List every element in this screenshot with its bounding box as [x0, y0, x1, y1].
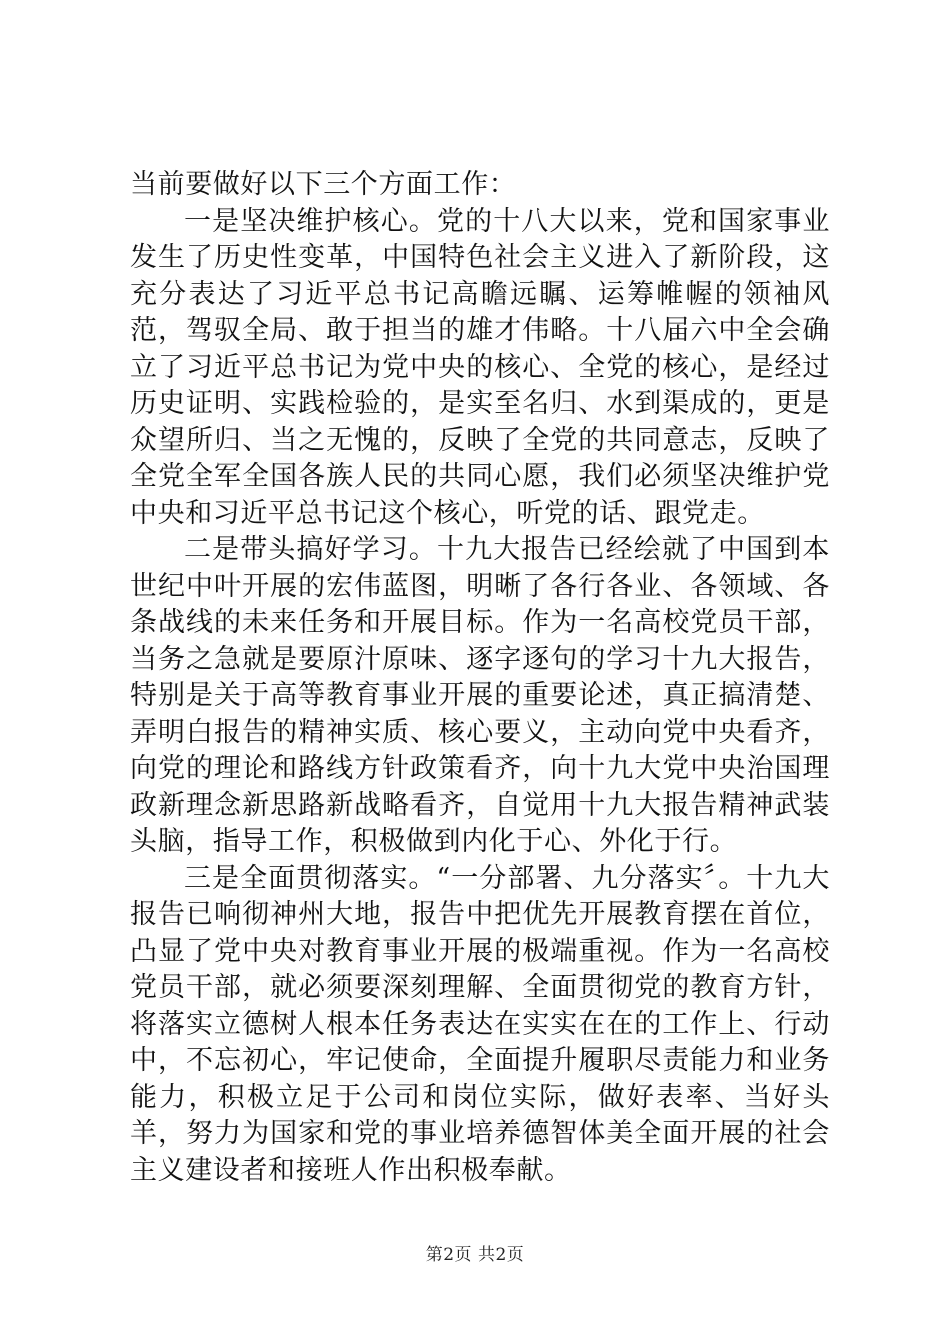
document-body	[130, 167, 830, 1189]
page-number-footer: 第2页 共2页	[425, 1245, 525, 1265]
paragraph-intro: 当前要做好以下三个方面工作：	[130, 169, 517, 200]
paragraph-three: 三是全面贯彻落实。“一分部署、九分落实〞。十九大报告已响彻神州大地，报告中把优先开展教育摆在首位，凸显了党中央对教育事业开展的极端重视。作为一名高校党员干部，就必须要深刻理解、全面贯彻党的教育方针，将落实立德树人根本任务表达在实实在在的工作上、行动中，不忘初心，牢记使命，全面提升履职尽责能力和业务能力，积极立足于公司和岗位实际，做好表率、当好头羊，努力为国家和党的事业培养德智体美全面开展的社会主义建设者和接班人作出积极奉献。	[130, 862, 830, 1186]
paragraph-two: 二是带头搞好学习。十九大报告已经绘就了中国到本世纪中叶开展的宏伟蓝图，明晰了各行各业、各领域、各条战线的未来任务和开展目标。作为一名高校党员干部，当务之急就是要原汁原味、逐字逐句的学习十九大报告，特别是关于高等教育事业开展的重要论述，真正搞清楚、弄明白报告的精神实质、核心要义，主动向党中央看齐，向党的理论和路线方针政策看齐，向十九大党中央治国理政新理念新思路新战略看齐，自觉用十九大报告精神武装头脑，指导工作，积极做到内化于心、外化于行。	[130, 534, 830, 857]
paragraph-one: 一是坚决维护核心。党的十八大以来，党和国家事业发生了历史性变革，中国特色社会主义进入了新阶段，这充分表达了习近平总书记高瞻远瞩、运筹帷幄的领袖风范，驾驭全局、敢于担当的雄才伟略。十八届六中全会确立了习近平总书记为党中央的核心、全党的核心，是经过历史证明、实践检验的，是实至名归、水到渠成的，更是众望所归、当之无愧的，反映了全党的共同意志，反映了全党全军全国各族人民的共同心愿，我们必须坚决维护党中央和习近平总书记这个核心，听党的话、跟党走。	[130, 205, 830, 529]
